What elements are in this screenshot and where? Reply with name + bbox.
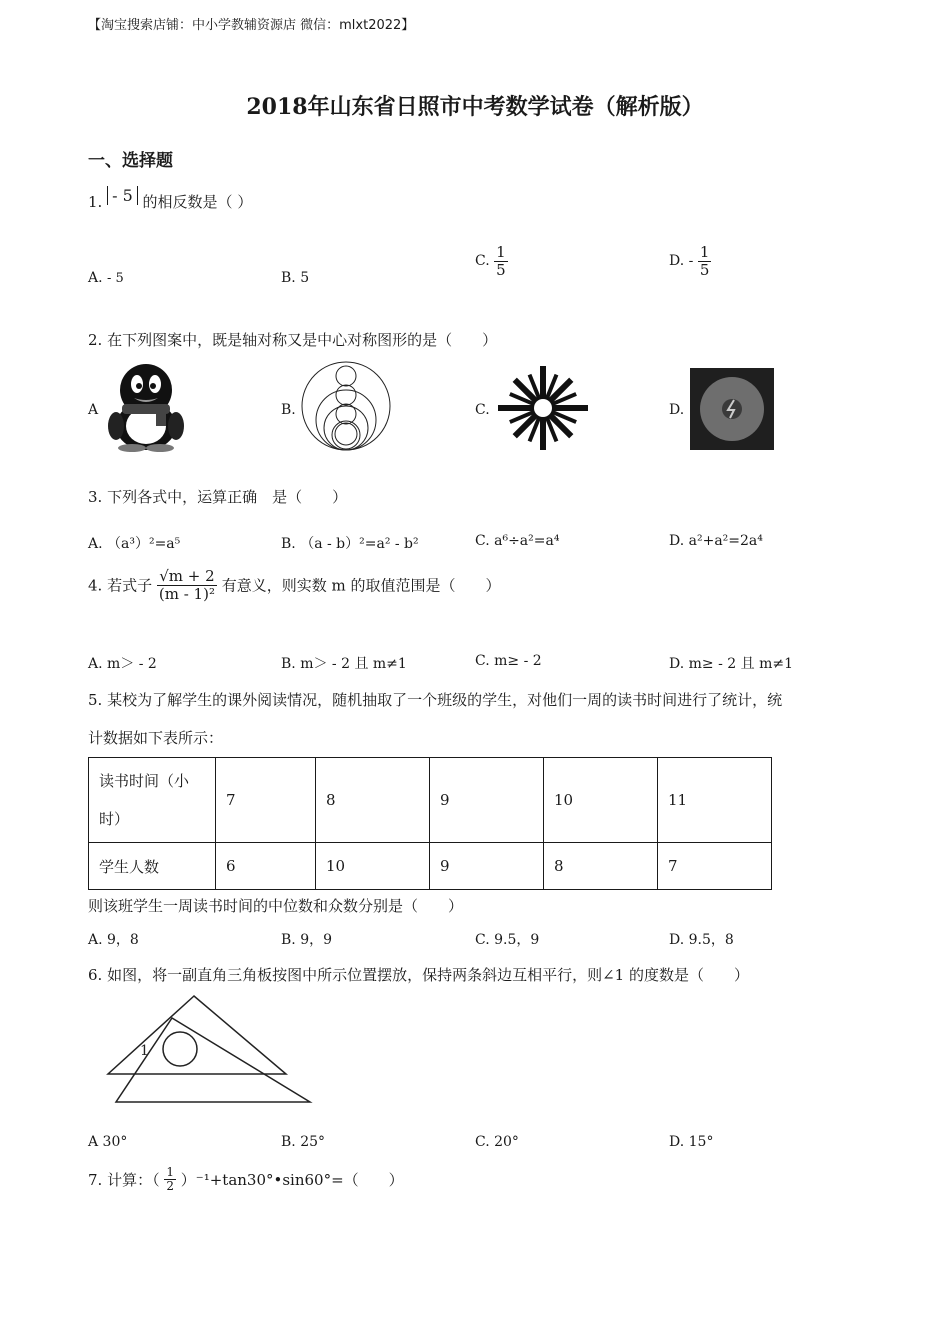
round-logo-figure xyxy=(690,368,774,450)
q1-option-a: A. - 5 xyxy=(88,270,124,286)
question-5-prompt: 则该班学生一周读书时间的中位数和众数分别是（ ） xyxy=(88,897,464,915)
reading-time-table xyxy=(88,757,772,890)
q2-option-d-label: D. xyxy=(669,402,685,418)
penguin-figure xyxy=(104,360,188,452)
q6-option-c: C. 20° xyxy=(475,1134,519,1150)
q4-option-a: A. m＞ - 2 xyxy=(88,656,157,672)
table-cell: 7 xyxy=(658,843,772,890)
table-cell: 11 xyxy=(658,758,772,843)
circles-figure xyxy=(298,360,394,452)
page-title: 2018年山东省日照市中考数学试卷（解析版） xyxy=(246,94,704,120)
q4-option-b: B. m＞ - 2 且 m≠1 xyxy=(281,656,407,672)
q4-option-c: C. m≥ - 2 xyxy=(475,653,542,669)
q1-option-b: B. 5 xyxy=(281,270,310,286)
q5-option-a: A. 9，8 xyxy=(88,932,139,948)
question-number: 1. xyxy=(88,193,103,211)
question-1 xyxy=(88,186,252,212)
q3-option-d: D. a²+a²=2a⁴ xyxy=(669,533,763,549)
question-4: 4. 若式子 $\frac{√m + 2}{\text{(m - 1)²}}$ 有意义，则实数 m 的取值范围是（ ） xyxy=(88,567,501,603)
table-cell: 8 xyxy=(544,843,658,890)
table-cell: 9 xyxy=(430,758,544,843)
question-text: 的相反数是（ ） xyxy=(142,193,253,211)
absolute-value: - 5 xyxy=(107,186,138,205)
question-3: 3. 下列各式中，运算正确 是（ ） xyxy=(88,488,348,506)
table-cell: 7 xyxy=(216,758,316,843)
question-5-line-2: 计数据如下表所示： xyxy=(88,729,224,747)
q5-option-c: C. 9.5，9 xyxy=(475,932,540,948)
q6-option-d: D. 15° xyxy=(669,1134,714,1150)
angle-label: 1 xyxy=(140,1043,149,1059)
table-cell: 10 xyxy=(316,843,430,890)
question-7: 7. 计算：（ $\frac{1}{2}$ ）⁻¹+tan30°•sin60°=（ ） xyxy=(88,1165,404,1194)
q3-option-a: A. （a³）²=a⁵ xyxy=(88,536,181,552)
question-6: 6. 如图，将一副直角三角板按图中所示位置摆放，保持两条斜边互相平行，则∠1 的度数是（ ） xyxy=(88,966,749,984)
q2-option-b-label: B. xyxy=(281,402,296,418)
question-2: 2. 在下列图案中，既是轴对称又是中心对称图形的是（ ） xyxy=(88,331,498,349)
table-cell: 10 xyxy=(544,758,658,843)
q1-option-d: D. - $\frac{1}{5}$ xyxy=(669,243,710,279)
q4-option-d: D. m≥ - 2 且 m≠1 xyxy=(669,656,793,672)
q5-option-b: B. 9，9 xyxy=(281,932,333,948)
table-row-header: 学生人数 xyxy=(89,843,216,890)
q3-option-c: C. a⁶÷a²=a⁴ xyxy=(475,533,560,549)
q3-option-b: B. （a - b）²=a² - b² xyxy=(281,536,419,552)
q5-option-d: D. 9.5，8 xyxy=(669,932,734,948)
arrow-star-figure xyxy=(496,364,590,452)
header-watermark: 【淘宝搜索店铺：中小学教辅资源店 微信：mlxt2022】 xyxy=(88,18,415,33)
q2-option-a-label: A xyxy=(88,402,99,418)
table-row xyxy=(89,843,772,890)
q6-option-a: A 30° xyxy=(88,1134,128,1150)
q2-option-c-label: C. xyxy=(475,402,490,418)
table-cell: 9 xyxy=(430,843,544,890)
triangles-figure xyxy=(100,992,320,1107)
q6-option-b: B. 25° xyxy=(281,1134,326,1150)
section-heading: 一、选择题 xyxy=(88,151,173,171)
table-cell: 6 xyxy=(216,843,316,890)
table-row-header: 读书时间（小时） xyxy=(89,758,216,843)
table-cell: 8 xyxy=(316,758,430,843)
question-5-line-1: 5. 某校为了解学生的课外阅读情况，随机抽取了一个班级的学生，对他们一周的读书时间进行了统计，统 xyxy=(88,691,783,709)
table-row xyxy=(89,758,772,843)
q1-option-c: C. $\frac{1}{5}$ xyxy=(475,243,506,279)
